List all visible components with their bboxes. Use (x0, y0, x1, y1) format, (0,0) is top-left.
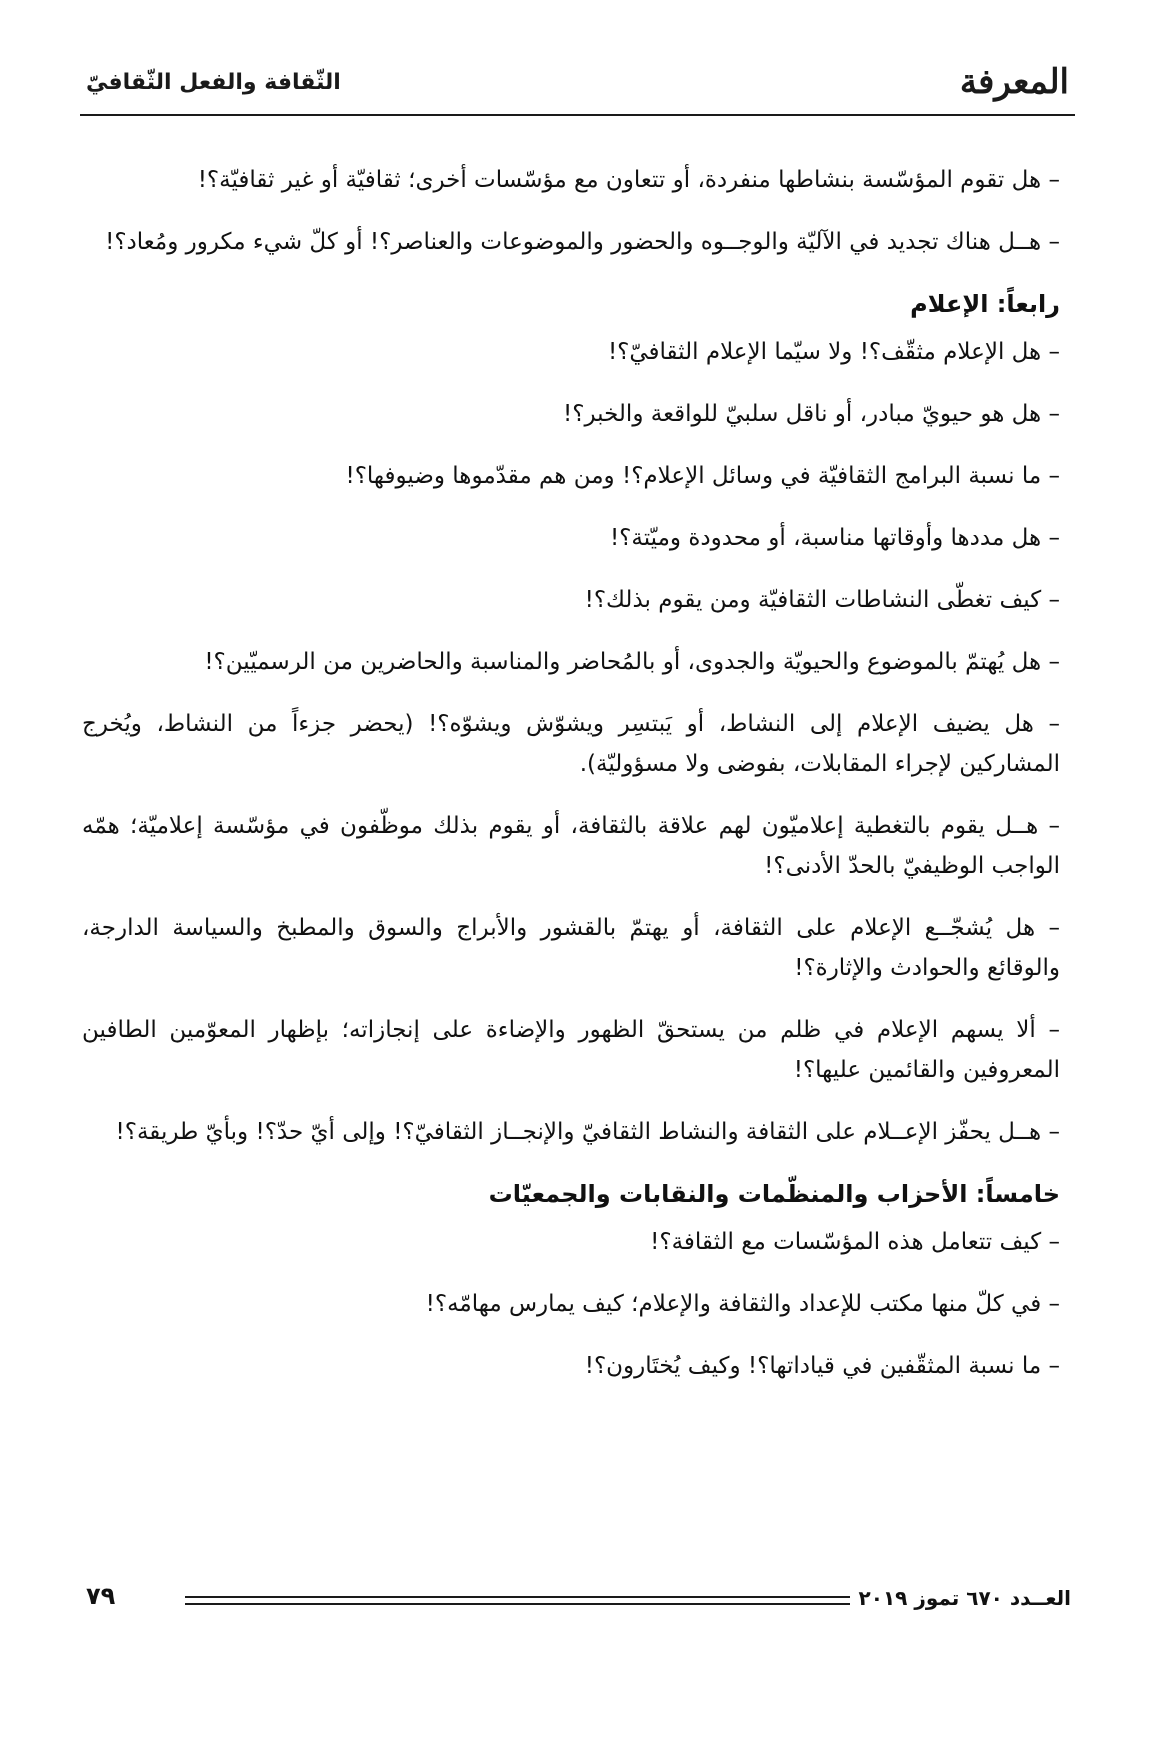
list-item: – هل مددها وأوقاتها مناسبة، أو محدودة وميّتة؟! (609, 525, 1060, 551)
list-item: – هــل يحفّز الإعــلام على الثقافة والنشاط الثقافيّ والإنجــاز الثقافيّ؟! وإلى أيّ حدّ؟! وبأيّ طريقة؟! (115, 1119, 1060, 1145)
page-footer (80, 1582, 1075, 1622)
magazine-logo: المعرفة (959, 62, 1069, 102)
running-title: الثّقافة والفعل الثّقافيّ (86, 70, 341, 95)
list-item: – هل يُهتمّ بالموضوع والحيويّة والجدوى، أو بالمُحاضر والمناسبة والحاضرين من الرسميّين؟! (204, 649, 1060, 675)
list-item: – هــل يقوم بالتغطية إعلاميّون لهم علاقة بالثقافة، أو يقوم بذلك موظّفون في مؤسّسة إعلاميّة؛ همّه الواجب الوظيفيّ بالحدّ الأدنى؟! (82, 813, 1060, 879)
list-item: – ما نسبة البرامج الثقافيّة في وسائل الإعلام؟! ومن هم مقدّموها وضيوفها؟! (345, 463, 1060, 489)
footer-rule (185, 1596, 850, 1605)
page-number: ٧٩ (86, 1582, 116, 1610)
list-item: – هل الإعلام مثقّف؟! ولا سيّما الإعلام الثقافيّ؟! (607, 339, 1060, 365)
list-item: – في كلّ منها مكتب للإعداد والثقافة والإعلام؛ كيف يمارس مهامّه؟! (425, 1291, 1060, 1317)
page-header (80, 56, 1075, 108)
header-rule (80, 114, 1075, 116)
list-item: – ألا يسهم الإعلام في ظلم من يستحقّ الظهور والإضاءة على إنجازاته؛ بإظهار المعوّمين الطافين المعروفين والقائمين عليها؟! (82, 1017, 1060, 1083)
list-item: – ما نسبة المثقّفين في قياداتها؟! وكيف يُختَارون؟! (584, 1353, 1060, 1379)
list-item: – هل يُشجّــع الإعلام على الثقافة، أو يهتمّ بالقشور والأبراج والسوق والمطبخ والسياسة الدارجة، والوقائع والحوادث والإثارة؟! (82, 915, 1060, 981)
section-heading-parties: خامساً: الأحزاب والمنظّمات والنقابات والجمعيّات (488, 1180, 1060, 1208)
list-item: – كيف تتعامل هذه المؤسّسات مع الثقافة؟! (650, 1229, 1060, 1255)
list-item: – هل هو حيويّ مبادر، أو ناقل سلبيّ للواقعة والخبر؟! (563, 401, 1060, 427)
list-item: – هل يضيف الإعلام إلى النشاط، أو يَبتسِر ويشوّش ويشوّه؟! (يحضر جزءاً من النشاط، ويُخرج المشاركين لإجراء المقابلات، بفوضى ولا مسؤوليّة). (82, 711, 1060, 777)
issue-info: العــدد ٦٧٠ تموز ٢٠١٩ (858, 1586, 1071, 1610)
list-item: – كيف تغطّى النشاطات الثقافيّة ومن يقوم بذلك؟! (584, 587, 1060, 613)
section-heading-media: رابعاً: الإعلام (910, 290, 1060, 318)
paragraph: – هل تقوم المؤسّسة بنشاطها منفردة، أو تتعاون مع مؤسّسات أخرى؛ ثقافيّة أو غير ثقافيّة؟! (197, 167, 1060, 193)
article-body (82, 160, 1060, 1408)
paragraph: – هــل هناك تجديد في الآليّة والوجــوه والحضور والموضوعات والعناصر؟! أو كلّ شيء مكرور ومُعاد؟! (105, 229, 1060, 255)
